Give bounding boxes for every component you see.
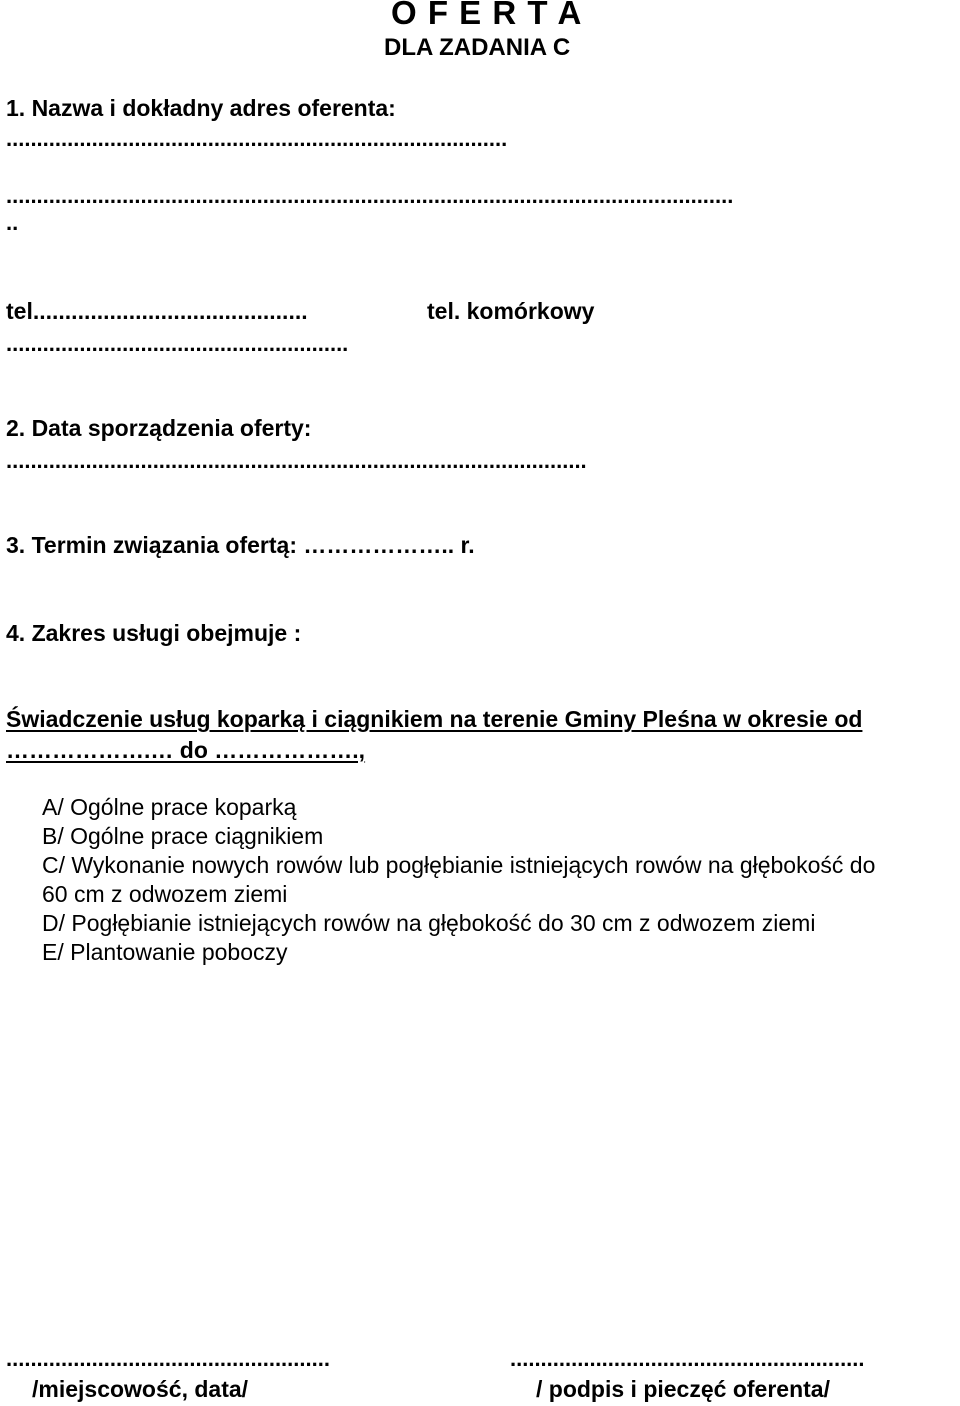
signature-dots: .......................................................... xyxy=(510,1346,865,1371)
address-line-2-continuation: .. xyxy=(6,210,19,235)
scope-item-e: E/ Plantowanie poboczy xyxy=(42,939,288,965)
scope-item-c: C/ Wykonanie nowych rowów lub pogłębianie istniejących rowów na głębokość do xyxy=(42,852,876,878)
place-date-dots: ..................................................... xyxy=(6,1346,330,1371)
address-line-1: .................................................................................. xyxy=(6,126,508,151)
section-2-label: 2. Data sporządzenia oferty: xyxy=(6,415,312,441)
mobile-phone-label: tel. komórkowy xyxy=(427,298,595,324)
scope-item-b: B/ Ogólne prace ciągnikiem xyxy=(42,823,324,849)
scope-item-d: D/ Pogłębianie istniejących rowów na głębokość do 30 cm z odwozem ziemi xyxy=(42,910,816,936)
mobile-phone-value: ........................................................ xyxy=(6,331,349,356)
document-subtitle: DLA ZADANIA C xyxy=(384,34,571,61)
document-title: O F E R T A xyxy=(391,0,583,31)
scope-description-line-2: ……………….… do ………………., xyxy=(6,737,366,763)
phone-field: tel........................................... xyxy=(6,298,308,324)
section-3-label: 3. Termin związania ofertą: ……………….. r. xyxy=(6,532,475,558)
signature-label: / podpis i pieczęć oferenta/ xyxy=(536,1376,830,1402)
offer-date-value: ............................................................................................... xyxy=(6,448,587,473)
scope-description-line-1: Świadczenie usług koparką i ciągnikiem na terenie Gminy Pleśna w okresie od xyxy=(6,706,863,732)
section-1-label: 1. Nazwa i dokładny adres oferenta: xyxy=(6,95,396,121)
scope-item-a: A/ Ogólne prace koparką xyxy=(42,794,297,820)
address-line-2: ....................................................................................................................... xyxy=(6,183,734,208)
place-date-label: /miejscowość, data/ xyxy=(32,1376,249,1402)
scope-item-c-continuation: 60 cm z odwozem ziemi xyxy=(42,881,288,907)
section-4-label: 4. Zakres usługi obejmuje : xyxy=(6,620,302,646)
